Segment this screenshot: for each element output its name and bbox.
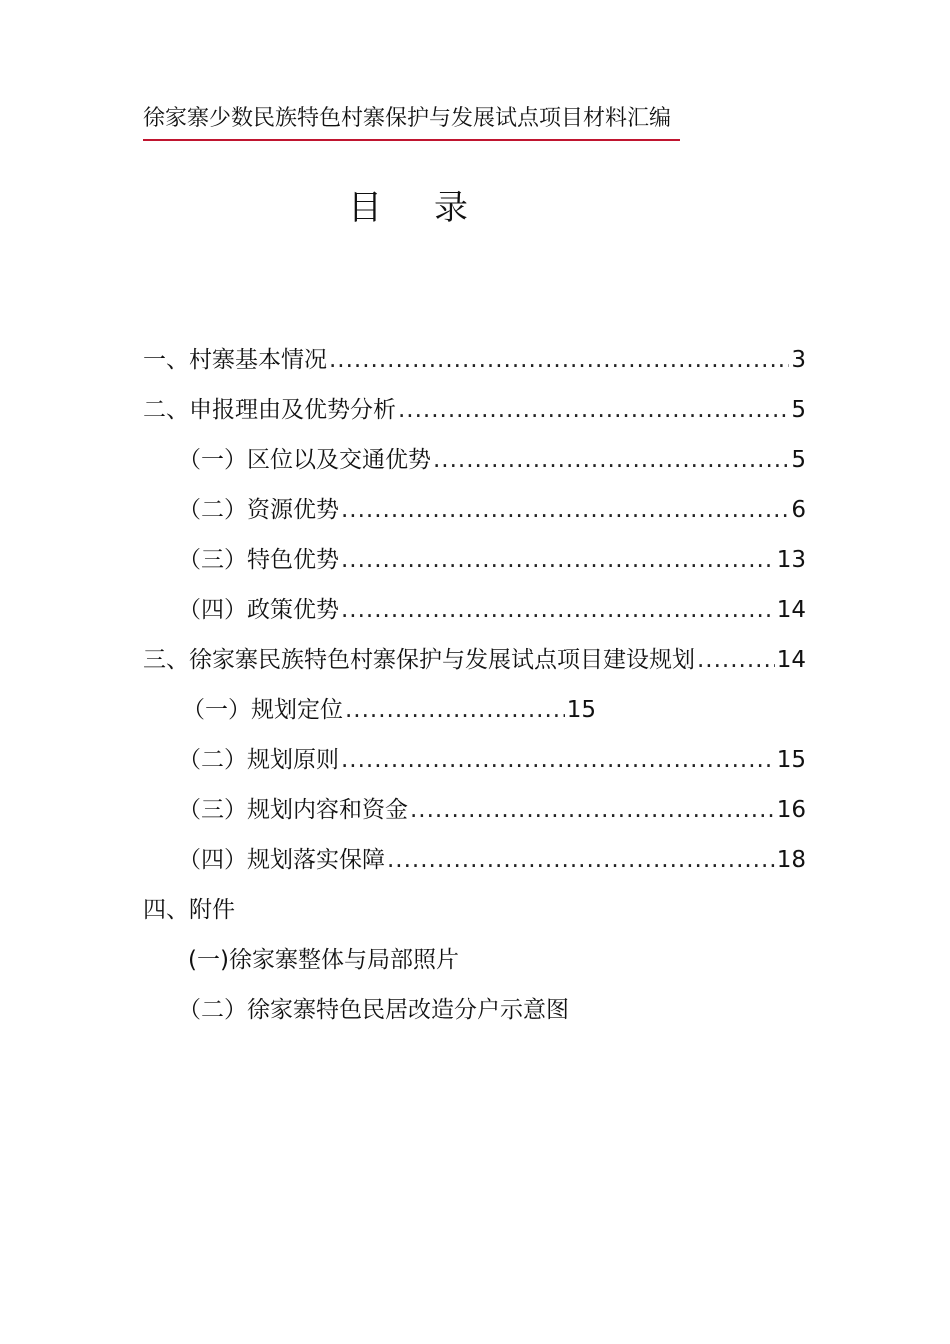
toc-entry-page: 15	[776, 747, 806, 773]
toc-entry[interactable]	[178, 593, 806, 627]
toc-entry-page: 15	[566, 697, 596, 723]
toc-entry-page: 14	[776, 597, 806, 623]
toc-entry[interactable]	[178, 843, 806, 877]
toc-entry-label: （一）规划定位	[182, 697, 343, 723]
toc-entry-label: 三、徐家寨民族特色村寨保护与发展试点项目建设规划	[143, 647, 695, 673]
toc-entry-page: 16	[776, 797, 806, 823]
toc-entry-label: 二、申报理由及优势分析	[143, 397, 396, 423]
toc-leader-dots	[433, 443, 789, 477]
toc-title: 目录	[348, 188, 520, 228]
toc-entry[interactable]	[178, 793, 806, 827]
toc-entry-label: （三）特色优势	[178, 547, 339, 573]
toc-entry-label: （四）规划落实保障	[178, 847, 385, 873]
toc-entry-label: （二）规划原则	[178, 747, 339, 773]
toc-leader-dots	[398, 393, 789, 427]
toc-entry-page: 14	[776, 647, 806, 673]
toc-leader-dots	[410, 793, 775, 827]
toc-entry[interactable]	[143, 343, 806, 377]
running-header: 徐家寨少数民族特色村寨保护与发展试点项目材料汇编	[143, 104, 680, 141]
toc-entry-label: （三）规划内容和资金	[178, 797, 408, 823]
toc-entry[interactable]	[143, 393, 806, 427]
toc-leader-dots	[329, 343, 789, 377]
toc-entry[interactable]	[178, 493, 806, 527]
toc-entry-page: 5	[791, 447, 806, 473]
toc-entry-label: 一、村寨基本情况	[143, 347, 327, 373]
toc-leader-dots	[345, 693, 565, 727]
toc-leader-dots	[697, 643, 775, 677]
toc-entry[interactable]	[178, 443, 806, 477]
toc-entry-label: 四、附件	[143, 897, 235, 923]
toc-entry-page: 18	[776, 847, 806, 873]
toc-entry[interactable]	[143, 893, 235, 927]
toc-leader-dots	[387, 843, 775, 877]
toc-entry-label: （二）徐家寨特色民居改造分户示意图	[178, 997, 569, 1023]
toc-leader-dots	[341, 543, 775, 577]
toc-entry[interactable]	[178, 993, 569, 1027]
toc-entry-page: 6	[791, 497, 806, 523]
toc-entry[interactable]	[188, 943, 459, 977]
toc-entry-label: （二）资源优势	[178, 497, 339, 523]
toc-entry-label: （四）政策优势	[178, 597, 339, 623]
toc-entry-page: 3	[791, 347, 806, 373]
toc-leader-dots	[341, 593, 775, 627]
toc-entry-page: 13	[776, 547, 806, 573]
toc-entry[interactable]	[182, 693, 596, 727]
toc-entry-label: （一）区位以及交通优势	[178, 447, 431, 473]
toc-entry[interactable]	[143, 643, 806, 677]
toc-entry[interactable]	[178, 743, 806, 777]
toc-entry-label: (一)徐家寨整体与局部照片	[188, 947, 459, 973]
toc-leader-dots	[341, 743, 775, 777]
toc-entry[interactable]	[178, 543, 806, 577]
toc-entry-page: 5	[791, 397, 806, 423]
toc-leader-dots	[341, 493, 789, 527]
